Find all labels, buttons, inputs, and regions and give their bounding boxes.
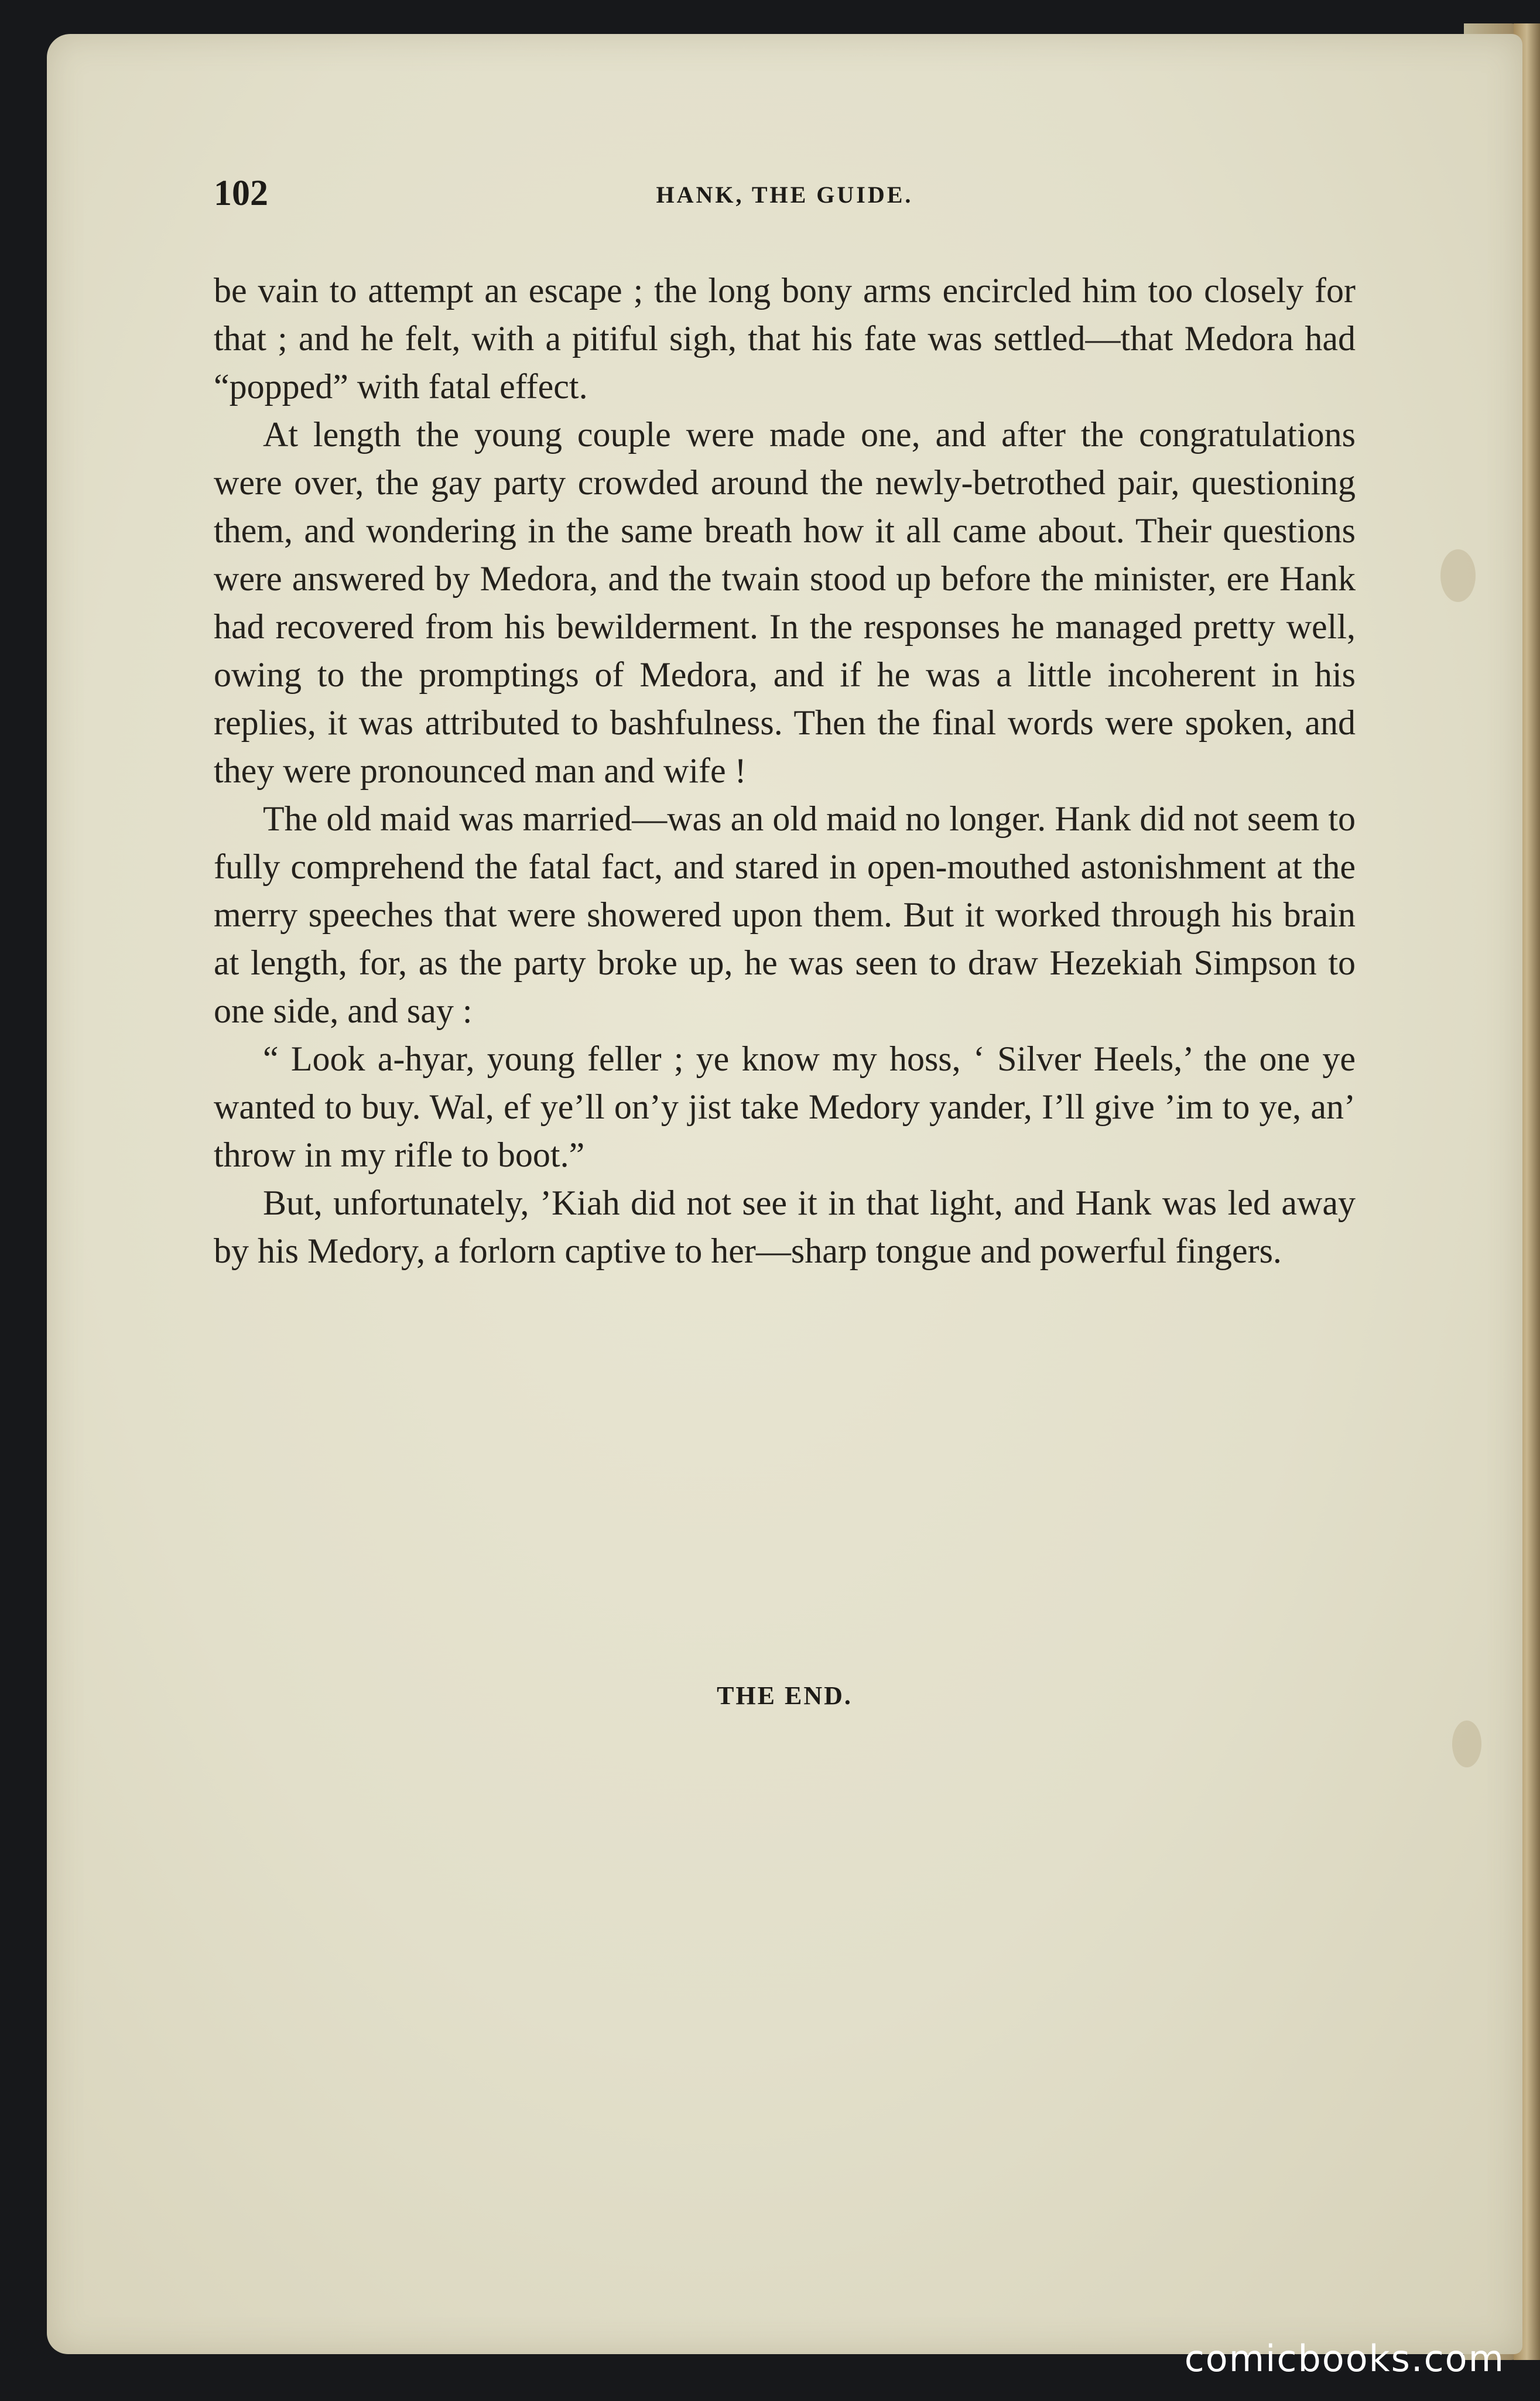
paragraph: be vain to attempt an escape ; the long bony arms encircled him too closely for that ; and he felt, with a pitiful sigh, that his fate was settled—that Medora had “popped” with fatal effect. — [214, 271, 1356, 406]
paragraph: The old maid was married—was an old maid no longer. Hank did not seem to fully comprehend the fatal fact, and stared in open-mouthed astonishment at the merry speeches that were showered upon them. But it worked through his brain at length, for, as the party broke up, he was seen to draw Hezekiah Simpson to one side, and say : — [214, 799, 1356, 1030]
page-header — [214, 173, 1356, 225]
paragraph: “ Look a-hyar, young feller ; ye know my hoss, ‘ Silver Heels,’ the one ye wanted to buy. Wal, ef ye’ll on’y jist take Medory yander, I’ll give ’im to ye, an’ throw in my rifle to boot.” — [214, 1039, 1356, 1174]
page-number: 102 — [214, 173, 268, 213]
paragraph: At length the young couple were made one, and after the congratulations were over, the gay party crowded around the newly-betrothed pair, questioning them, and wondering in the same breath how it all came about. Their questions were answered by Medora, and the twain stood up before the minister, ere Hank had recovered from his bewilderment. In the responses he managed pretty well, owing to the promptings of Medora, and if he was a little incoherent in his replies, it was attributed to bashfulness. Then the final words were spoken, and they were pronounced man and wife ! — [214, 415, 1356, 790]
page-stain — [1440, 549, 1476, 602]
page-stain — [1452, 1721, 1481, 1767]
watermark-text: comicbooks.com — [1184, 2337, 1505, 2380]
the-end-label: THE END. — [717, 1681, 853, 1710]
body-text — [214, 266, 1356, 1275]
running-head: HANK, THE GUIDE. — [656, 182, 913, 208]
paragraph: But, unfortunately, ’Kiah did not see it in that light, and Hank was led away by his Medory, a forlorn captive to her—sharp tongue and powerful fingers. — [214, 1184, 1356, 1270]
